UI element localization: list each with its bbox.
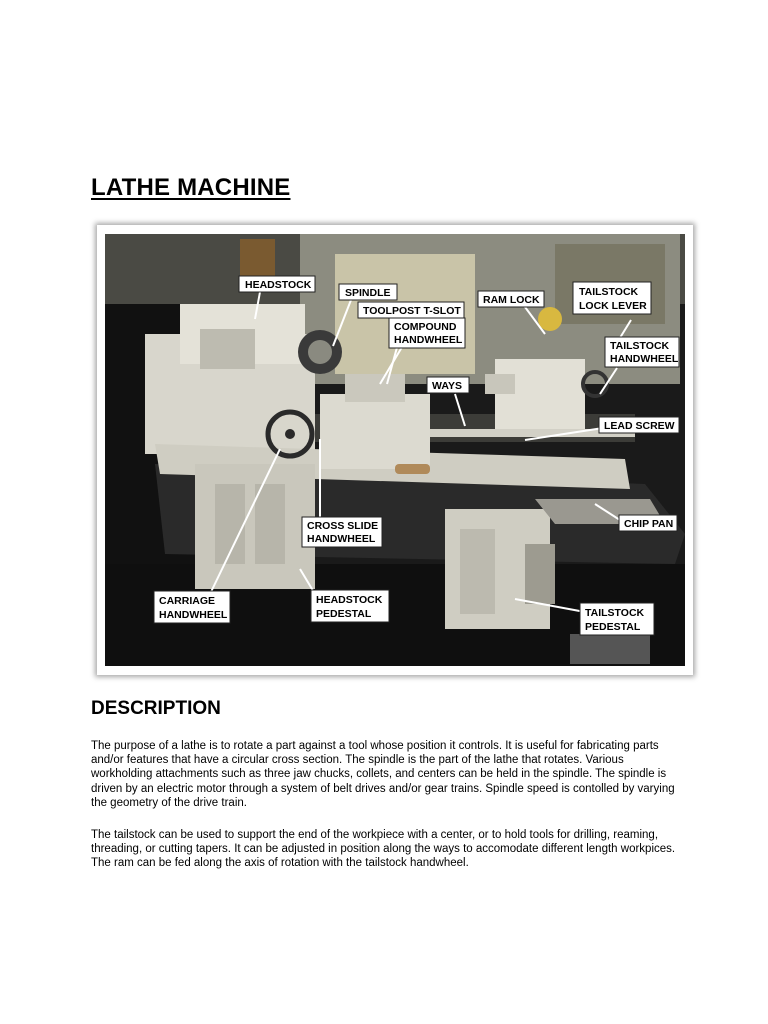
label-headstock-pedestal xyxy=(311,590,389,622)
svg-text:TOOLPOST T-SLOT: TOOLPOST T-SLOT xyxy=(363,305,461,317)
svg-text:LEAD SCREW: LEAD SCREW xyxy=(604,420,675,432)
paragraph-spindle: The purpose of a lathe is to rotate a part against a tool whose position it controls. It is useful for fabricating parts and/or features that have a circular cross section. The spindle is the part of the lathe that rotates. Various workholding attachments such as three jaw chucks, collets, and centers can be held in the spindle. The spindle is driven by an electric motor through a system of belt drives and/or gear trains. Spindle speed is contolled by varying the geometry of the drive train. xyxy=(91,740,675,809)
label-carriage-handwheel xyxy=(154,591,230,623)
label-ways xyxy=(427,377,469,393)
label-ram-lock xyxy=(478,291,544,307)
label-toolpost-tslot xyxy=(358,302,464,318)
page-title: LATHE MACHINE xyxy=(91,174,291,201)
svg-text:RAM LOCK: RAM LOCK xyxy=(483,294,540,306)
svg-text:HANDWHEEL: HANDWHEEL xyxy=(394,334,463,346)
label-lead-screw xyxy=(599,417,679,433)
svg-text:TAILSTOCK: TAILSTOCK xyxy=(579,286,639,298)
label-compound-handwheel xyxy=(389,318,465,348)
label-tailstock-lock-lever xyxy=(573,282,651,314)
svg-text:HEADSTOCK: HEADSTOCK xyxy=(245,279,312,291)
svg-text:CARRIAGE: CARRIAGE xyxy=(159,595,216,607)
label-tailstock-pedestal xyxy=(580,603,654,635)
svg-text:HEADSTOCK: HEADSTOCK xyxy=(316,594,383,606)
svg-text:PEDESTAL: PEDESTAL xyxy=(585,621,641,633)
svg-text:PEDESTAL: PEDESTAL xyxy=(316,608,372,620)
svg-text:CHIP PAN: CHIP PAN xyxy=(624,518,674,530)
label-tailstock-handwheel xyxy=(605,337,679,367)
svg-text:COMPOUND: COMPOUND xyxy=(394,321,457,333)
label-cross-slide-handwheel xyxy=(302,517,382,547)
svg-text:CROSS SLIDE: CROSS SLIDE xyxy=(307,520,379,532)
lathe-photo xyxy=(105,234,685,666)
label-chip-pan xyxy=(619,515,677,531)
lathe-figure xyxy=(97,225,693,675)
svg-text:WAYS: WAYS xyxy=(432,380,462,392)
svg-text:HANDWHEEL: HANDWHEEL xyxy=(159,609,228,621)
section-heading: DESCRIPTION xyxy=(91,698,221,719)
svg-text:SPINDLE: SPINDLE xyxy=(345,287,391,299)
svg-text:HANDWHEEL: HANDWHEEL xyxy=(307,533,376,545)
svg-text:LOCK LEVER: LOCK LEVER xyxy=(579,300,647,312)
paragraph-tailstock: The tailstock can be used to support the end of the workpiece with a center, or to hold tools for drilling, reaming, threading, or cutting tapers. It can be adjusted in position along the ways to accomodate different length workpices. The ram can be fed along the axis of rotation with the tailstock handwheel. xyxy=(91,829,676,870)
label-headstock xyxy=(239,276,315,292)
svg-text:TAILSTOCK: TAILSTOCK xyxy=(610,340,670,352)
svg-text:HANDWHEEL: HANDWHEEL xyxy=(610,353,679,365)
label-spindle xyxy=(339,284,397,300)
svg-text:TAILSTOCK: TAILSTOCK xyxy=(585,607,645,619)
